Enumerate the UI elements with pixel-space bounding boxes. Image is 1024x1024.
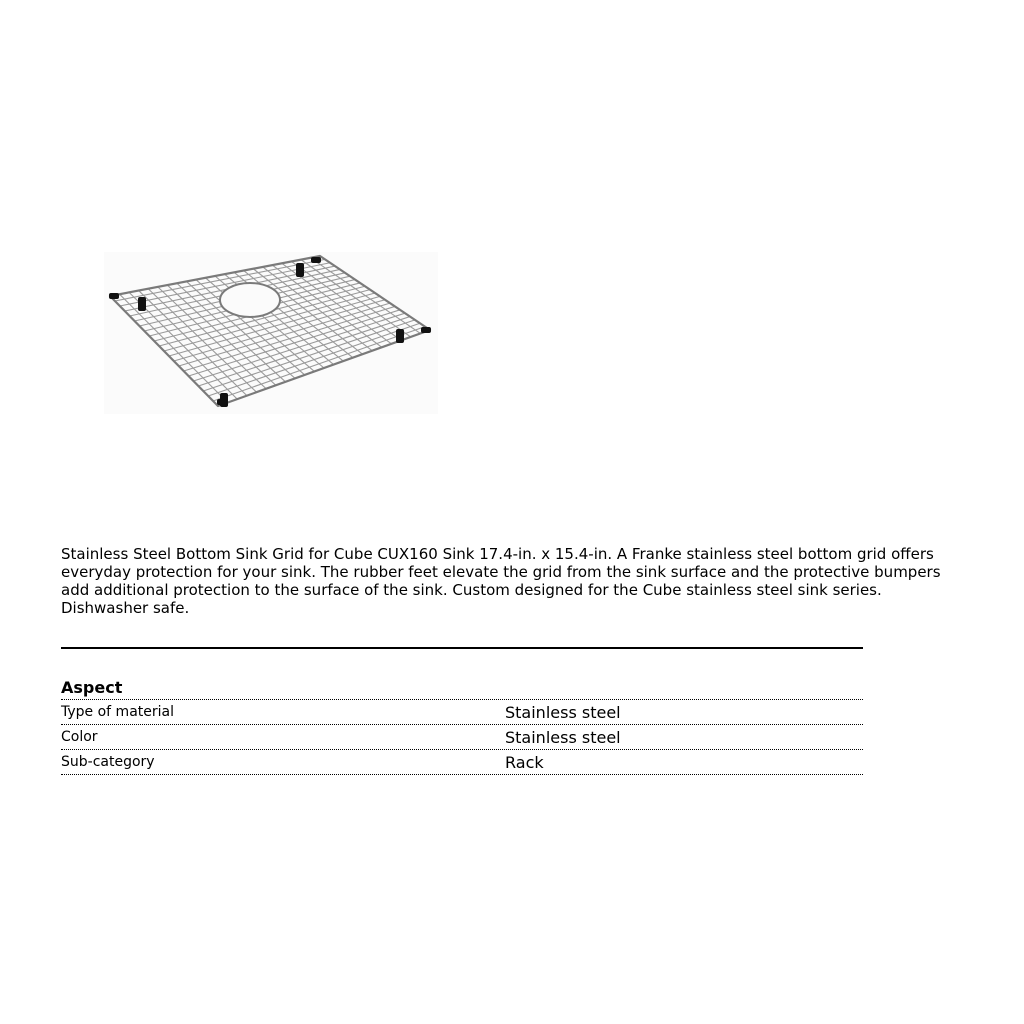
spec-row-material <box>61 700 863 725</box>
spec-value: Rack <box>505 752 544 772</box>
spec-value: Stainless steel <box>505 702 621 722</box>
product-description: Stainless Steel Bottom Sink Grid for Cube CUX160 Sink 17.4-in. x 15.4-in. A Franke stainless steel bottom grid offers everyday protection for your sink. The rubber feet elevate the grid from the sink surface and the protective bumpers add additional protection to the surface of the sink. Custom designed for the Cube stainless steel sink series. Dishwasher safe. <box>61 545 941 617</box>
section-divider <box>61 647 863 649</box>
spec-value: Stainless steel <box>505 727 621 747</box>
sink-grid-icon <box>104 252 438 414</box>
spec-label: Color <box>61 729 98 745</box>
spec-row-color <box>61 725 863 750</box>
specs-table <box>61 678 863 775</box>
spec-row-subcategory <box>61 750 863 775</box>
product-image <box>104 252 438 414</box>
spec-label: Sub-category <box>61 754 155 770</box>
spec-label: Type of material <box>61 704 174 720</box>
specs-heading: Aspect <box>61 678 863 700</box>
